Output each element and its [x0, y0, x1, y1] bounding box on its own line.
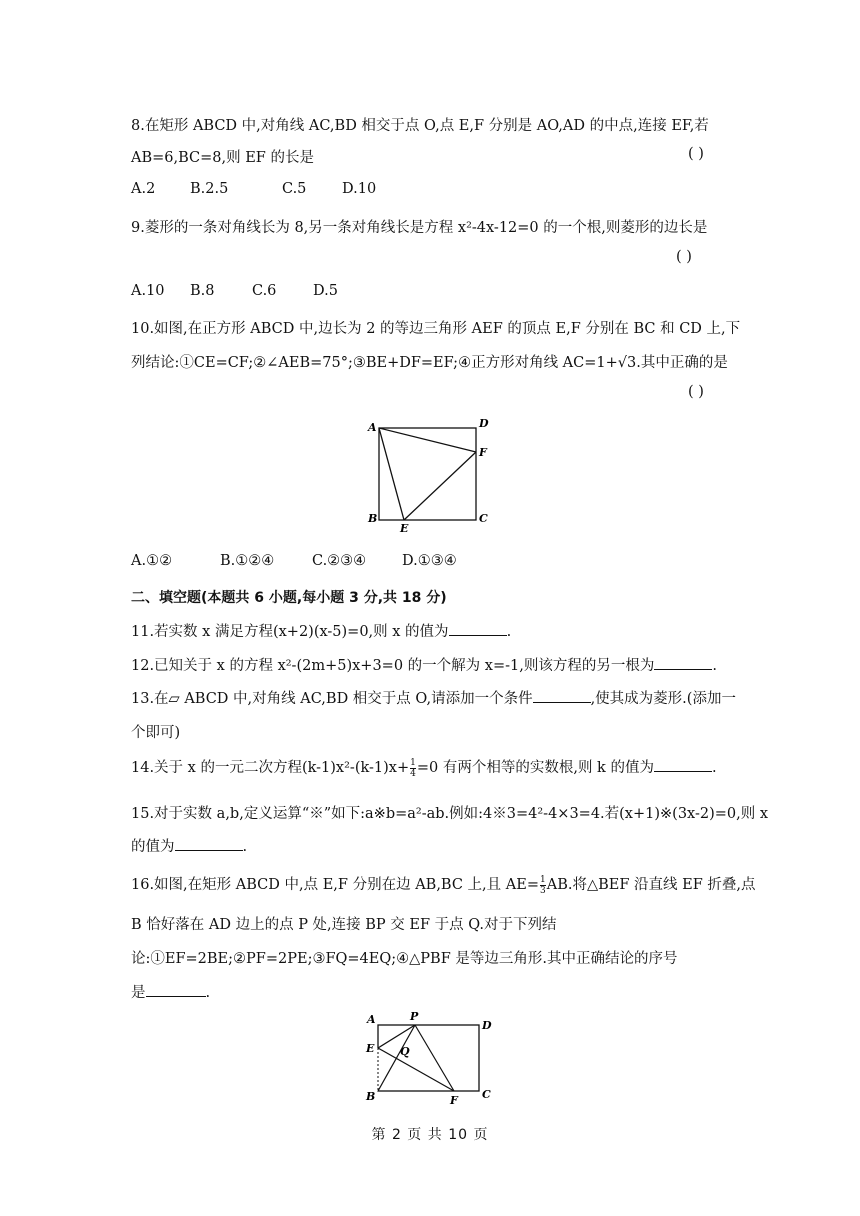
q10-label-c: C [479, 512, 488, 525]
q13-blank[interactable] [533, 688, 591, 703]
q13-line1: 13.在▱ ABCD 中,对角线 AC,BD 相交于点 O,请添加一个条件 ,使其成为菱形.(添加一 [131, 687, 736, 708]
q16-label-b: B [366, 1090, 376, 1103]
q8-line1: 8.在矩形 ABCD 中,对角线 AC,BD 相交于点 O,点 E,F 分别是 AO,AD 的中点,连接 EF,若 [131, 118, 709, 134]
q9-option-a: A.10 [131, 283, 165, 299]
q10-option-a: A.①② [131, 553, 173, 569]
q11-blank[interactable] [449, 621, 507, 636]
q15-blank[interactable] [175, 836, 243, 851]
q12-blank[interactable] [654, 655, 712, 670]
q16-label-q: Q [400, 1045, 410, 1058]
q16-line3: 论:①EF=2BE;②PF=2PE;③FQ=4EQ;④△PBF 是等边三角形.其中正确结论的序号 [131, 951, 678, 967]
q16-line2: B 恰好落在 AD 边上的点 P 处,连接 BP 交 EF 于点 Q.对于下列结 [131, 917, 557, 933]
q11: 11.若实数 x 满足方程(x+2)(x-5)=0,则 x 的值为 . [131, 620, 511, 641]
page-footer: 第 2 页 共 10 页 [371, 1127, 489, 1143]
q10-label-f: F [479, 446, 487, 459]
q10-square-figure [360, 412, 500, 536]
q9-answer-paren: ( ) [676, 249, 692, 265]
q10-option-d: D.①③④ [402, 553, 457, 569]
q16-fraction: $\frac{1}{3}$ [539, 874, 546, 896]
q16-label-p: P [410, 1010, 419, 1023]
q16-rectangle-figure [360, 1008, 500, 1108]
q8-option-c: C.5 [282, 181, 307, 197]
q10-answer-paren: ( ) [688, 384, 704, 400]
q10-label-a: A [368, 421, 377, 434]
q8-option-d: D.10 [342, 181, 377, 197]
q8-line2: AB=6,BC=8,则 EF 的长是 [131, 150, 314, 166]
q16-label-e: E [366, 1042, 375, 1055]
q14-blank[interactable] [654, 757, 712, 772]
q13-line2: 个即可) [131, 725, 181, 741]
q10-option-c: C.②③④ [312, 553, 367, 569]
q9-option-b: B.8 [190, 283, 215, 299]
q10-label-d: D [479, 417, 489, 430]
q15-line1: 15.对于实数 a,b,定义运算“※”如下:a※b=a²-ab.例如:4※3=4²-4×3=4.若(x+1)※(3x-2)=0,则 x [131, 806, 769, 822]
q16-label-a: A [367, 1013, 376, 1026]
q8-answer-paren: ( ) [688, 146, 704, 162]
q10-line1: 10.如图,在正方形 ABCD 中,边长为 2 的等边三角形 AEF 的顶点 E,F 分别在 BC 和 CD 上,下 [131, 321, 741, 337]
q16-label-d: D [482, 1019, 492, 1032]
q12: 12.已知关于 x 的方程 x²-(2m+5)x+3=0 的一个解为 x=-1,则该方程的另一根为 . [131, 654, 717, 675]
q10-label-e: E [400, 522, 409, 535]
q14-fraction: $\frac{1}{4}$ [410, 757, 416, 779]
q16-blank[interactable] [146, 982, 206, 997]
q16-label-f: F [450, 1094, 458, 1107]
q16-label-c: C [482, 1088, 491, 1101]
q9-option-c: C.6 [252, 283, 277, 299]
q10-line2: 列结论:①CE=CF;②∠AEB=75°;③BE+DF=EF;④正方形对角线 AC=1+√3.其中正确的是 [131, 355, 728, 371]
q10-label-b: B [368, 512, 378, 525]
q14: 14.关于 x 的一元二次方程(k-1)x²-(k-1)x+ $\frac{1}{4}$ =0 有两个相等的实数根,则 k 的值为 . [131, 757, 717, 779]
q10-option-b: B.①②④ [220, 553, 275, 569]
q8-option-a: A.2 [131, 181, 156, 197]
q15-line2: 的值为 . [131, 835, 247, 856]
q9-line1: 9.菱形的一条对角线长为 8,另一条对角线长是方程 x²-4x-12=0 的一个根,则菱形的边长是 [131, 220, 708, 236]
q9-option-d: D.5 [313, 283, 338, 299]
q8-option-b: B.2.5 [190, 181, 229, 197]
q16-line4: 是 . [131, 981, 210, 1002]
q16-line1: 16.如图,在矩形 ABCD 中,点 E,F 分别在边 AB,BC 上,且 AE= $\frac{1}{3}$ AB.将△BEF 沿直线 EF 折叠,点 [131, 874, 756, 896]
section-fill-in-heading: 二、填空题(本题共 6 小题,每小题 3 分,共 18 分) [131, 590, 447, 606]
